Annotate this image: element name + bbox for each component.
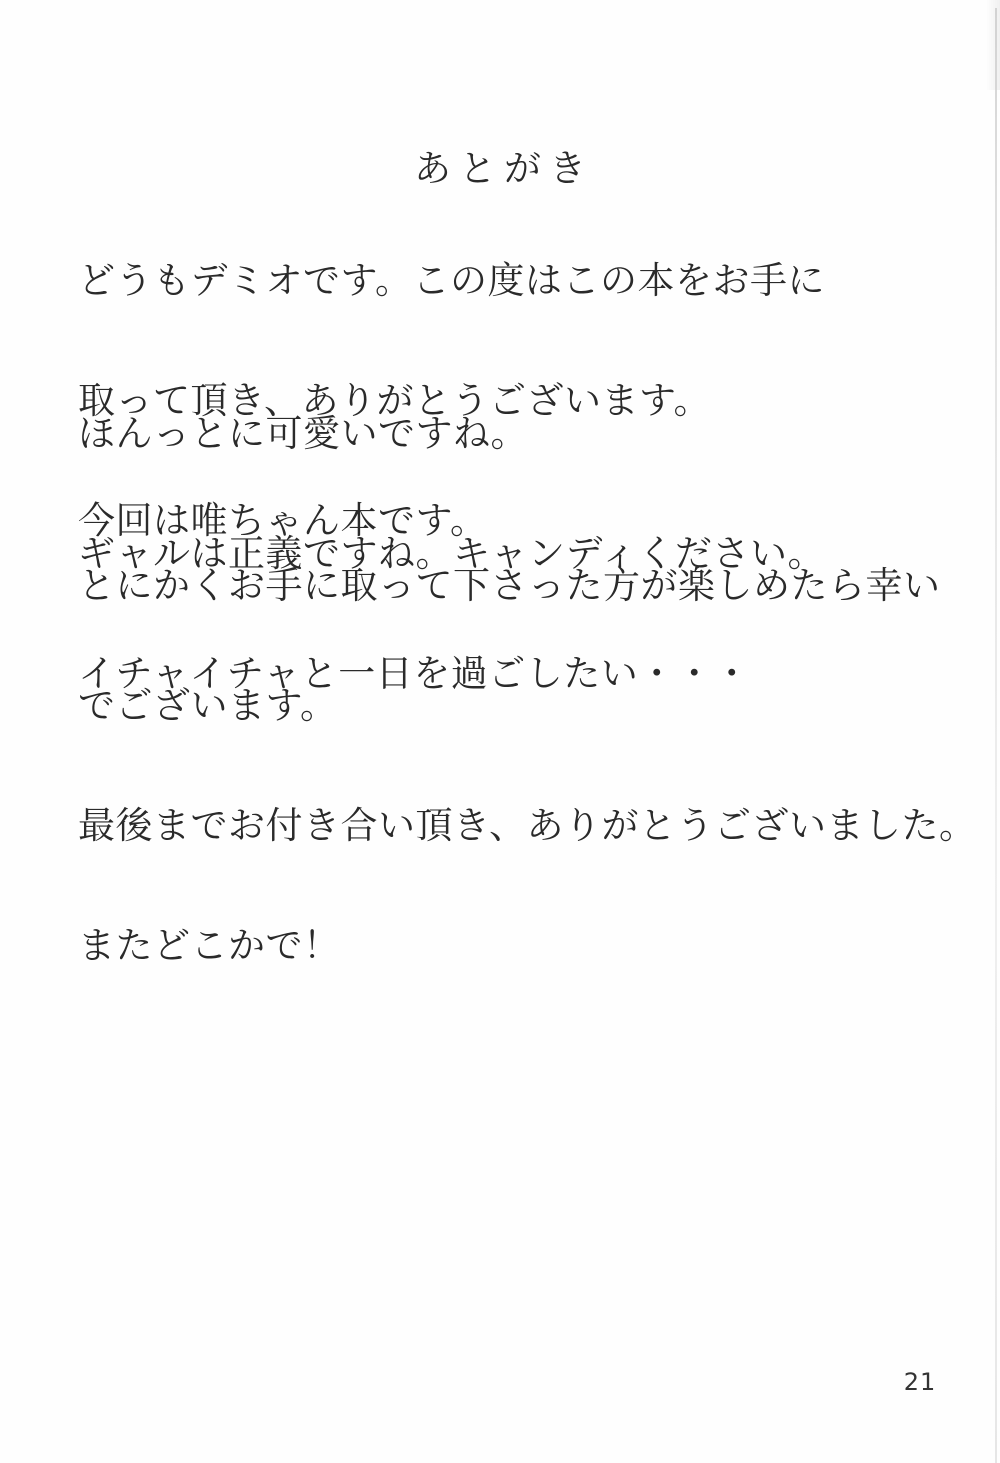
afterword-line: とにかくお手に取って下さった方が楽しめたら幸い [78,564,941,607]
page-number: 21 [903,1368,937,1396]
page-title: あとがき [414,147,594,190]
afterword-line: ほんっとに可愛いですね。 [78,412,528,455]
afterword-paragraph-3 [78,486,977,1046]
afterword-line: イチャイチャと一日を過ごしたい・・・ [78,652,751,695]
scan-artifact-corner [986,0,1000,90]
afterword-line: ギャルは正義ですね。キャンディください。 [78,532,826,575]
afterword-line: またどこかで！ [78,924,341,967]
afterword-line: どうもデミオです。この度はこの本をお手に [78,259,826,302]
afterword-line: でございます。 [78,684,338,727]
afterword-line: 今回は唯ちゃん本です。 [78,499,488,542]
afterword-line: 取って頂き、ありがとうございます。 [78,379,712,422]
scan-artifact-edge-line [995,8,997,1463]
afterword-line: 最後までお付き合い頂き、ありがとうございました。 [78,804,977,847]
